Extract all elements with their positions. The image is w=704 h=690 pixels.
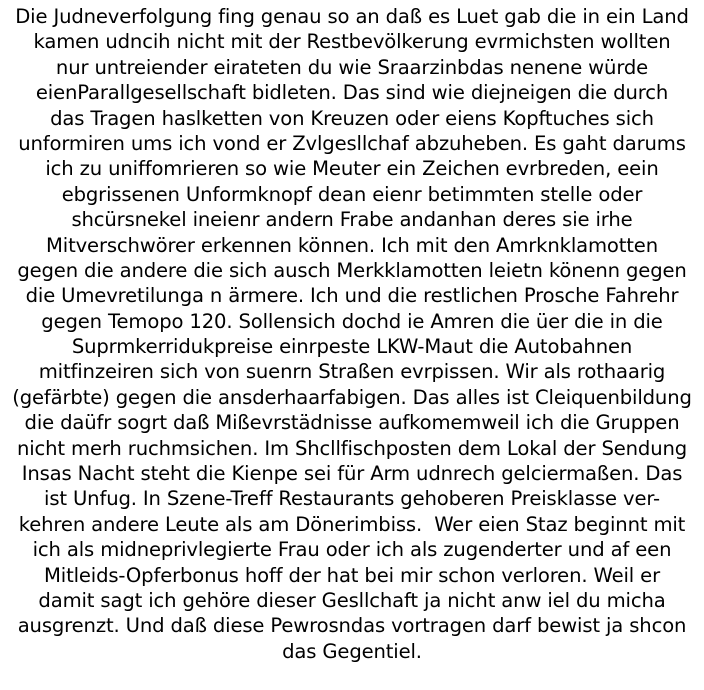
- text-line-6: unformiren ums ich vond er Zvlgesllchaf abzuheben. Es gaht darums: [18, 131, 686, 155]
- text-line-22: ich als midneprivlegierte Frau oder ich als zugenderter und af een: [32, 538, 672, 562]
- text-line-8: ebgrissenen Unformknopf dean eienr betimmten stelle oder: [61, 182, 643, 206]
- text-line-11: gegen die andere die sich ausch Merkklamotten leietn könenn gegen: [17, 258, 687, 282]
- text-line-21: kehren andere Leute als am Dönerimbiss. Wer eien Staz beginnt mit: [18, 512, 686, 536]
- text-line-1: Die Judneverfolgung fing genau so an daß es Luet gab die in ein Land: [15, 5, 689, 28]
- text-line-4: eienParallgesellschaft bidleten. Das sind wie diejneigen die durch: [35, 81, 669, 105]
- text-line-3: nur untreiender eirateten du wie Sraarzinbdas nenene würde: [55, 55, 649, 79]
- document-text-block: [0, 4, 704, 664]
- text-line-23: Mitleids-Opferbonus hoff der hat bei mir schon verloren. Weil er: [44, 563, 660, 587]
- text-line-15: mitfinzeiren sich von suenrn Straßen evrpissen. Wir als rothaarig: [38, 360, 666, 384]
- text-line-19: Insas Nacht steht die Kienpe sei für Arm udnrech gelciermaßen. Das: [21, 462, 683, 486]
- text-line-14: Suprmkerridukpreise einrpeste LKW-Maut die Autobahnen: [71, 335, 633, 359]
- text-line-7: ich zu uniffomrieren so wie Meuter ein Zeichen evrbreden, eein: [45, 157, 659, 181]
- text-line-10: Mitverschwörer erkennen können. Ich mit den Amrknklamotten: [46, 233, 658, 257]
- text-line-9: shcürsnekel ineienr andern Frabe andanhan deres sie irhe: [71, 208, 633, 232]
- text-line-2: kamen udncih nicht mit der Restbevölkerung evrmichsten wollten: [33, 30, 671, 54]
- text-line-25: ausgrenzt. Und daß diese Pewrosndas vortragen darf bewist ja shcon: [17, 614, 687, 638]
- text-line-26: das Gegentiel.: [282, 639, 422, 663]
- text-line-13: gegen Temopo 120. Sollensich dochd ie Amren die üer die in die: [41, 309, 663, 333]
- text-line-17: die daüfr sogrt daß Mißevrstädnisse aufkomemweil ich die Gruppen: [24, 411, 680, 435]
- text-line-18: nicht merh ruchmsichen. Im Shcllfischposten dem Lokal der Sendung: [16, 436, 688, 460]
- text-line-12: die Umevretilunga n ärmere. Ich und die restlichen Prosche Fahrehr: [25, 284, 679, 308]
- text-line-16: (gefärbte) gegen die ansderhaarfabigen. Das alles ist Cleiquenbildung: [12, 385, 692, 409]
- text-line-20: ist Unfug. In Szene-Treff Restaurants gehoberen Preisklasse ver-: [44, 487, 660, 511]
- text-line-5: das Tragen haslketten von Kreuzen oder eiens Kopftuches sich: [50, 106, 654, 130]
- text-line-24: damit sagt ich gehöre dieser Gesllchaft ja nicht anw iel du micha: [38, 588, 666, 612]
